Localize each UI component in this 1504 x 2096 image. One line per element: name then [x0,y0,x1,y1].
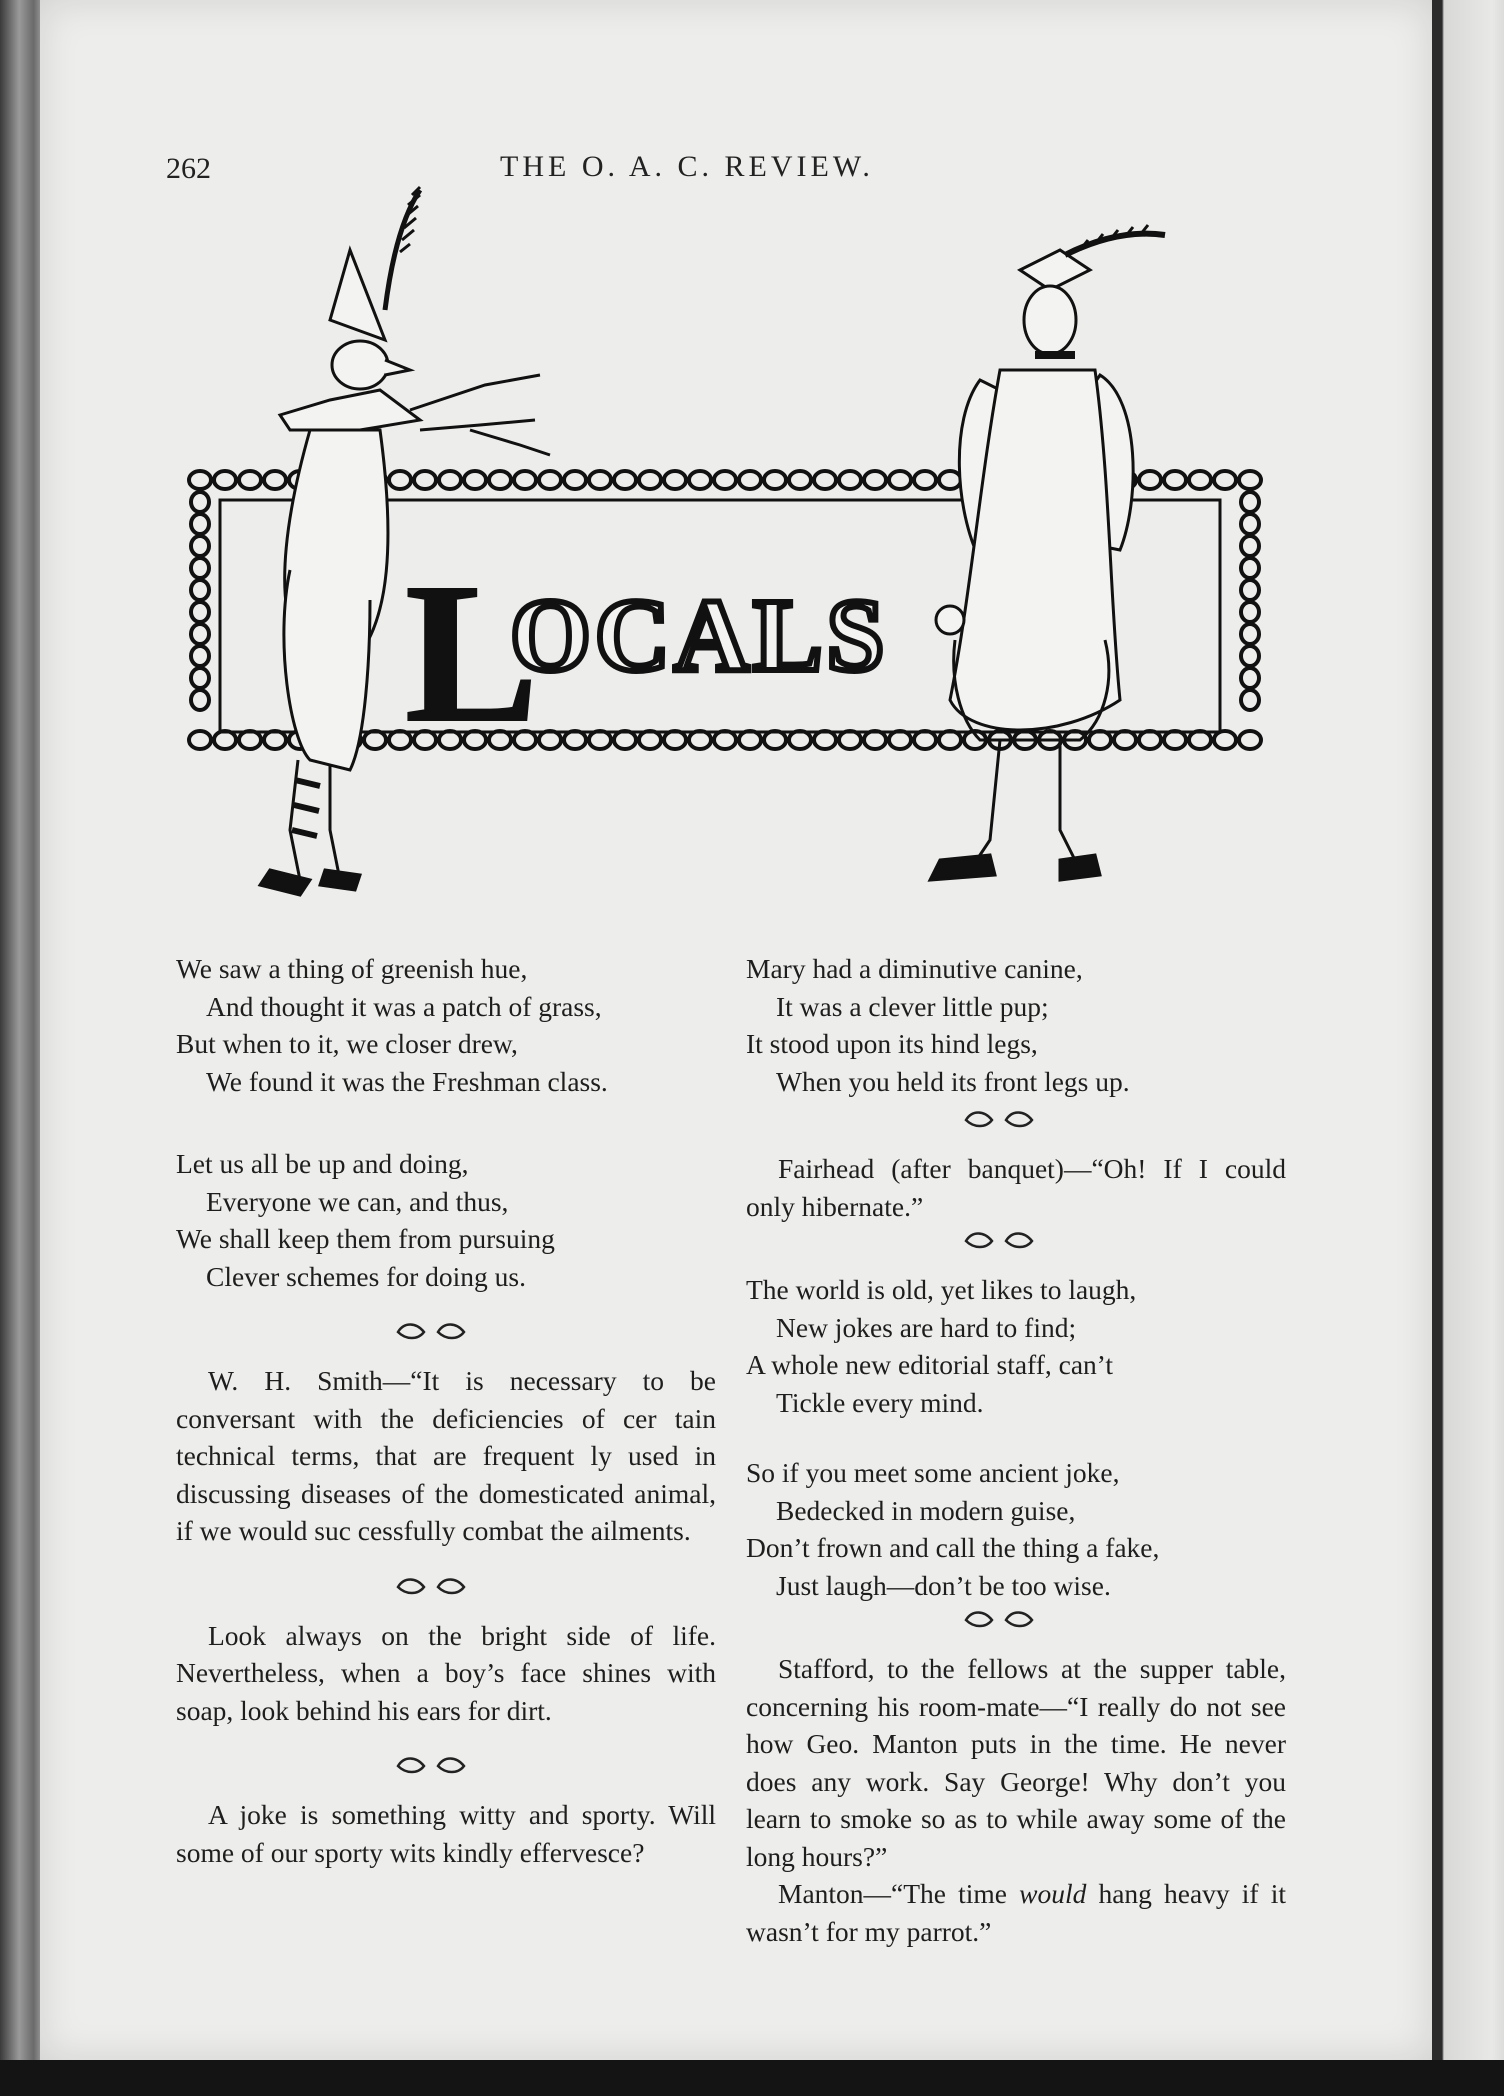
right-lady-figure [930,225,1165,880]
locals-banner-illustration [180,180,1280,940]
chain-link [764,731,786,749]
title-rest: OCALS [510,578,889,693]
chain-link [1189,471,1211,489]
chain-link [191,580,209,600]
chain-link [364,731,386,749]
chain-link [1241,690,1259,710]
chain-link [664,471,686,489]
chain-link [739,471,761,489]
poem-mary [746,950,1286,1100]
chain-link [539,731,561,749]
poem-line: So if you meet some ancient joke, [746,1457,1120,1488]
chain-link [214,471,236,489]
chain-link [939,471,961,489]
chain-link [389,471,411,489]
poem-line: The world is old, yet likes to laugh, [746,1274,1137,1305]
chain-link [239,731,261,749]
chain-link [739,731,761,749]
poem-freshman [176,950,716,1100]
chain-link [191,514,209,534]
section-ornament [394,1575,474,1599]
chain-link [191,558,209,578]
poem-line: When you held its front legs up. [776,1065,1130,1097]
chain-link [1214,471,1236,489]
poem-line: Tickle every mind. [776,1386,984,1418]
left-jester-figure [260,187,550,895]
chain-link [1241,624,1259,644]
chain-link [764,471,786,489]
chain-link [839,731,861,749]
section-ornament [394,1320,474,1344]
bright-side-paragraph: Look always on the bright side of life. Nevertheless, when a boy’s face shines with soap, look behind his ears for dirt. [176,1619,716,1726]
chain-link [689,731,711,749]
fairhead-quote: Fairhead (after banquet)—“Oh! If I could only hibernate.” [746,1153,1286,1222]
poem-line: Just laugh—don’t be too wise. [776,1569,1111,1601]
chain-link [1241,602,1259,622]
chain-link [889,731,911,749]
chain-link [1241,492,1259,512]
chain-link [464,471,486,489]
poem-line: We saw a thing of greenish hue, [176,953,528,984]
section-ornament [962,1108,1042,1132]
chain-link [589,731,611,749]
manton-reply-emphasis: would [1019,1878,1087,1909]
chain-link [1139,471,1161,489]
chain-link [564,471,586,489]
running-head: THE O. A. C. REVIEW. [500,150,874,183]
chain-link [889,471,911,489]
left-column [176,950,716,1896]
poem-line: Don’t frown and call the thing a fake, [746,1532,1160,1563]
chain-link [539,471,561,489]
chain-link [714,471,736,489]
poem-line: Clever schemes for doing us. [206,1260,526,1292]
chain-link [1089,731,1111,749]
next-page-edge [1432,0,1504,2060]
poem-line: But when to it, we closer drew, [176,1028,518,1059]
chain-link [839,471,861,489]
chain-link [189,731,211,749]
section-ornament [962,1608,1042,1632]
chain-link [1241,580,1259,600]
chain-link [239,471,261,489]
chain-link [1241,646,1259,666]
right-column [746,950,1286,1950]
chain-link [189,471,211,489]
poem-line: It stood upon its hind legs, [746,1028,1038,1059]
chain-link [1241,514,1259,534]
poem-up-and-doing [176,1145,716,1295]
chain-link [191,602,209,622]
chain-link [639,471,661,489]
chain-link [1189,731,1211,749]
chain-link [414,471,436,489]
chain-link [191,492,209,512]
chain-link [614,731,636,749]
section-ornament [394,1754,474,1778]
chain-link [1241,536,1259,556]
chain-link [264,471,286,489]
chain-link [191,646,209,666]
chain-link [639,731,661,749]
chain-link [1164,471,1186,489]
chain-link [914,731,936,749]
chain-link [1241,668,1259,688]
chain-link [1114,731,1136,749]
poem-line: Bedecked in modern guise, [776,1494,1076,1526]
chain-link [689,471,711,489]
poem-line: Let us all be up and doing, [176,1148,469,1179]
chain-link [264,731,286,749]
stafford-anecdote: Stafford, to the fellows at the supper table, concerning his room-mate—“I really do not see how Geo. Manton puts in the time. He never does any work. Say George! Why don’t you learn to smoke so as to while away some of the long hours?” [746,1653,1286,1872]
chain-link [1164,731,1186,749]
chain-link [714,731,736,749]
chain-link [1214,731,1236,749]
chain-link [191,668,209,688]
poem-ancient-joke [746,1454,1286,1604]
poem-line: A whole new editorial staff, can’t [746,1349,1114,1380]
manton-reply-end: hang heavy if it wasn’t for my parrot.” [746,1878,1286,1947]
joke-paragraph: A joke is something witty and sporty. Will some of our sporty wits kindly effervesce? [176,1799,716,1868]
chain-link [1239,731,1261,749]
chain-link [914,471,936,489]
poem-line: Everyone we can, and thus, [206,1185,509,1217]
poem-line: We found it was the Freshman class. [206,1065,608,1097]
chain-link [664,731,686,749]
chain-link [614,471,636,489]
chain-link [864,731,886,749]
chain-link [514,471,536,489]
chain-link [439,471,461,489]
poem-line: It was a clever little pup; [776,990,1049,1022]
scan-border [0,2060,1504,2096]
chain-link [814,471,836,489]
chain-link [939,731,961,749]
chain-link [589,471,611,489]
poem-line: New jokes are hard to find; [776,1311,1077,1343]
title-initial: L [405,543,539,764]
chain-link [1139,731,1161,749]
poem-line: We shall keep them from pursuing [176,1223,555,1254]
chain-link [191,536,209,556]
poem-world-old [746,1271,1286,1421]
section-ornament [962,1229,1042,1253]
chain-link [564,731,586,749]
chain-link [789,731,811,749]
chain-link [789,471,811,489]
smith-quote: W. H. Smith—“It is necessary to be conversant with the deficiencies of cer tain technical terms, that are frequent ly used in discussing diseases of the domesticated animal, if we would suc cessfully combat the ailments. [176,1365,716,1546]
chain-link [1239,471,1261,489]
chain-link [191,624,209,644]
poem-line: And thought it was a patch of grass, [206,990,602,1022]
poem-line: Mary had a diminutive canine, [746,953,1083,984]
chain-link [814,731,836,749]
manton-reply-start: Manton—“The time [778,1878,1020,1909]
chain-link [1241,558,1259,578]
chain-link [214,731,236,749]
chain-link [489,471,511,489]
chain-link [191,690,209,710]
page-number: 262 [166,152,211,185]
chain-link [864,471,886,489]
manton-reply [746,1875,1286,1950]
